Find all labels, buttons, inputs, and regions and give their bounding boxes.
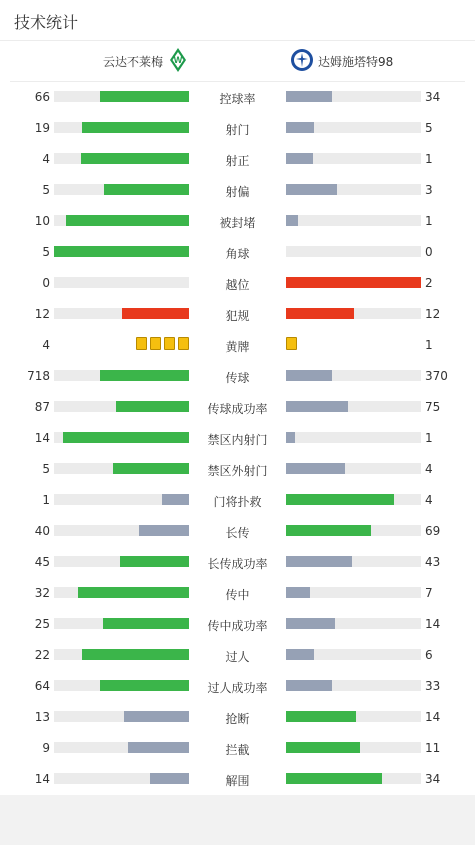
away-value: 7 [425,586,433,600]
yellow-card-icon [150,337,161,350]
away-bar [286,122,314,133]
away-value: 14 [425,710,441,724]
home-bar-track [54,463,189,474]
home-yellow-cards [136,337,189,350]
stat-label: 射门 [225,123,250,137]
teams-header [0,41,475,81]
away-bar [286,277,421,288]
home-bar [82,122,189,133]
home-bar [116,401,189,412]
stat-label: 拦截 [225,743,250,757]
away-value: 34 [425,90,441,104]
away-bar [286,308,354,319]
away-bar [286,587,310,598]
home-value: 32 [34,586,50,600]
home-bar [150,773,189,784]
home-value: 40 [34,524,50,538]
home-value: 66 [34,90,50,104]
home-bar-track [54,184,189,195]
home-bar-track [54,742,189,753]
home-bar-track [54,680,189,691]
yellow-card-icon [286,337,297,350]
away-bar [286,649,314,660]
away-value: 1 [425,338,433,352]
home-value: 4 [42,152,50,166]
stat-row [0,299,475,330]
darmstadt-crest-icon [290,48,314,75]
away-bar-track [286,401,421,412]
away-value: 5 [425,121,433,135]
away-bar [286,370,332,381]
away-value: 11 [425,741,441,755]
stat-row [0,175,475,206]
home-bar-track [54,773,189,784]
home-value: 87 [34,400,50,414]
away-value: 33 [425,679,441,693]
stat-label: 传球成功率 [207,402,268,416]
stat-row [0,113,475,144]
away-bar-track [286,587,421,598]
home-bar [66,215,189,226]
home-value: 0 [42,276,50,290]
home-bar-track [54,494,189,505]
stat-row [0,764,475,795]
stat-row [0,237,475,268]
stat-row [0,702,475,733]
away-bar-track [286,215,421,226]
home-bar-track [54,432,189,443]
away-bar [286,463,345,474]
home-bar [124,711,189,722]
away-bar-track [286,618,421,629]
away-bar [286,742,360,753]
away-yellow-cards [286,337,297,350]
home-bar-track [54,370,189,381]
away-bar-track [286,122,421,133]
stat-label: 越位 [225,278,250,292]
away-value: 14 [425,617,441,631]
home-value: 64 [34,679,50,693]
away-value: 69 [425,524,441,538]
stat-row [0,454,475,485]
home-bar-track [54,122,189,133]
stat-label: 过人 [225,650,250,664]
home-bar [81,153,189,164]
away-team[interactable] [290,41,393,81]
stat-label: 射正 [225,154,250,168]
away-bar [286,773,382,784]
stat-label: 禁区外射门 [207,464,268,478]
home-bar-track [54,587,189,598]
away-bar-track [286,649,421,660]
away-value: 12 [425,307,441,321]
away-value: 75 [425,400,441,414]
away-value: 43 [425,555,441,569]
home-value: 19 [34,121,50,135]
away-value: 1 [425,152,433,166]
home-bar [103,618,189,629]
home-value: 14 [34,431,50,445]
stat-label: 角球 [225,247,250,261]
home-value: 4 [42,338,50,352]
away-bar-track [286,463,421,474]
stat-row [0,330,475,361]
home-bar [162,494,189,505]
werder-crest-icon [169,47,187,76]
home-value: 12 [34,307,50,321]
home-bar-track [54,246,189,257]
away-value: 1 [425,214,433,228]
away-bar-track [286,494,421,505]
home-team-name: 云达不莱梅 [102,54,163,69]
home-bar [54,246,189,257]
stat-row [0,82,475,113]
away-value: 0 [425,245,433,259]
away-value: 4 [425,493,433,507]
home-bar [139,525,189,536]
away-bar [286,711,356,722]
stat-row [0,733,475,764]
stats-list [0,82,475,795]
away-bar-track [286,680,421,691]
stat-label: 犯规 [225,309,250,323]
home-value: 13 [34,710,50,724]
away-bar-track [286,184,421,195]
stat-label: 射偏 [225,185,250,199]
away-bar-track [286,711,421,722]
home-bar [100,370,189,381]
away-team-name: 达姆施塔特98 [318,54,394,69]
stat-row [0,547,475,578]
home-bar [82,649,189,660]
stat-label: 抢断 [225,712,250,726]
svg-text:W: W [173,54,183,65]
away-bar [286,184,337,195]
away-bar-track [286,742,421,753]
home-bar [100,91,189,102]
home-bar-track [54,556,189,567]
page-title: 技术统计 [14,13,79,32]
home-value: 22 [34,648,50,662]
stat-label: 过人成功率 [207,681,268,695]
stat-row [0,361,475,392]
home-bar [120,556,189,567]
stat-row [0,640,475,671]
stat-label: 长传成功率 [207,557,268,571]
home-bar [100,680,189,691]
home-bar [128,742,189,753]
away-bar [286,525,371,536]
stat-row [0,671,475,702]
away-bar [286,91,332,102]
away-value: 1 [425,431,433,445]
home-value: 14 [34,772,50,786]
home-bar [78,587,189,598]
stat-row [0,392,475,423]
yellow-card-icon [164,337,175,350]
yellow-card-icon [136,337,147,350]
away-value: 4 [425,462,433,476]
home-bar-track [54,277,189,288]
stat-label: 解围 [225,774,250,788]
stat-row [0,144,475,175]
away-bar [286,618,335,629]
stat-row [0,516,475,547]
home-value: 9 [42,741,50,755]
away-bar-track [286,277,421,288]
home-bar-track [54,215,189,226]
away-bar-track [286,773,421,784]
stat-label: 传球 [225,371,250,385]
away-bar [286,680,332,691]
yellow-card-icon [178,337,189,350]
away-bar-track [286,246,421,257]
home-bar [104,184,189,195]
home-value: 718 [27,369,50,383]
home-value: 5 [42,245,50,259]
stat-label: 长传 [225,526,250,540]
away-bar-track [286,153,421,164]
away-bar [286,153,313,164]
home-value: 5 [42,462,50,476]
away-value: 3 [425,183,433,197]
home-bar-track [54,91,189,102]
away-bar-track [286,525,421,536]
stat-label: 控球率 [219,92,256,106]
stat-label: 禁区内射门 [207,433,268,447]
home-bar-track [54,153,189,164]
home-bar-track [54,618,189,629]
away-bar [286,556,352,567]
stat-label: 黄牌 [225,340,250,354]
away-value: 2 [425,276,433,290]
home-bar [113,463,189,474]
away-bar [286,432,295,443]
home-bar-track [54,401,189,412]
away-bar-track [286,556,421,567]
home-value: 10 [34,214,50,228]
away-bar [286,401,348,412]
away-value: 34 [425,772,441,786]
away-value: 6 [425,648,433,662]
stat-row [0,206,475,237]
stat-label: 被封堵 [219,216,256,230]
stat-row [0,609,475,640]
home-value: 45 [34,555,50,569]
stat-row [0,485,475,516]
home-value: 25 [34,617,50,631]
stat-label: 门将扑救 [213,495,262,509]
stat-label: 传中成功率 [207,619,268,633]
away-bar-track [286,308,421,319]
away-bar [286,494,394,505]
home-bar [122,308,190,319]
away-bar-track [286,370,421,381]
away-bar-track [286,91,421,102]
stat-row [0,578,475,609]
home-value: 5 [42,183,50,197]
home-bar [63,432,189,443]
home-bar-track [54,308,189,319]
stat-row [0,268,475,299]
home-value: 1 [42,493,50,507]
away-value: 370 [425,369,448,383]
home-bar-track [54,711,189,722]
home-bar-track [54,649,189,660]
home-team[interactable] [103,41,187,81]
away-bar [286,215,298,226]
stat-label: 传中 [225,588,250,602]
home-bar-track [54,525,189,536]
away-bar-track [286,432,421,443]
stat-row [0,423,475,454]
